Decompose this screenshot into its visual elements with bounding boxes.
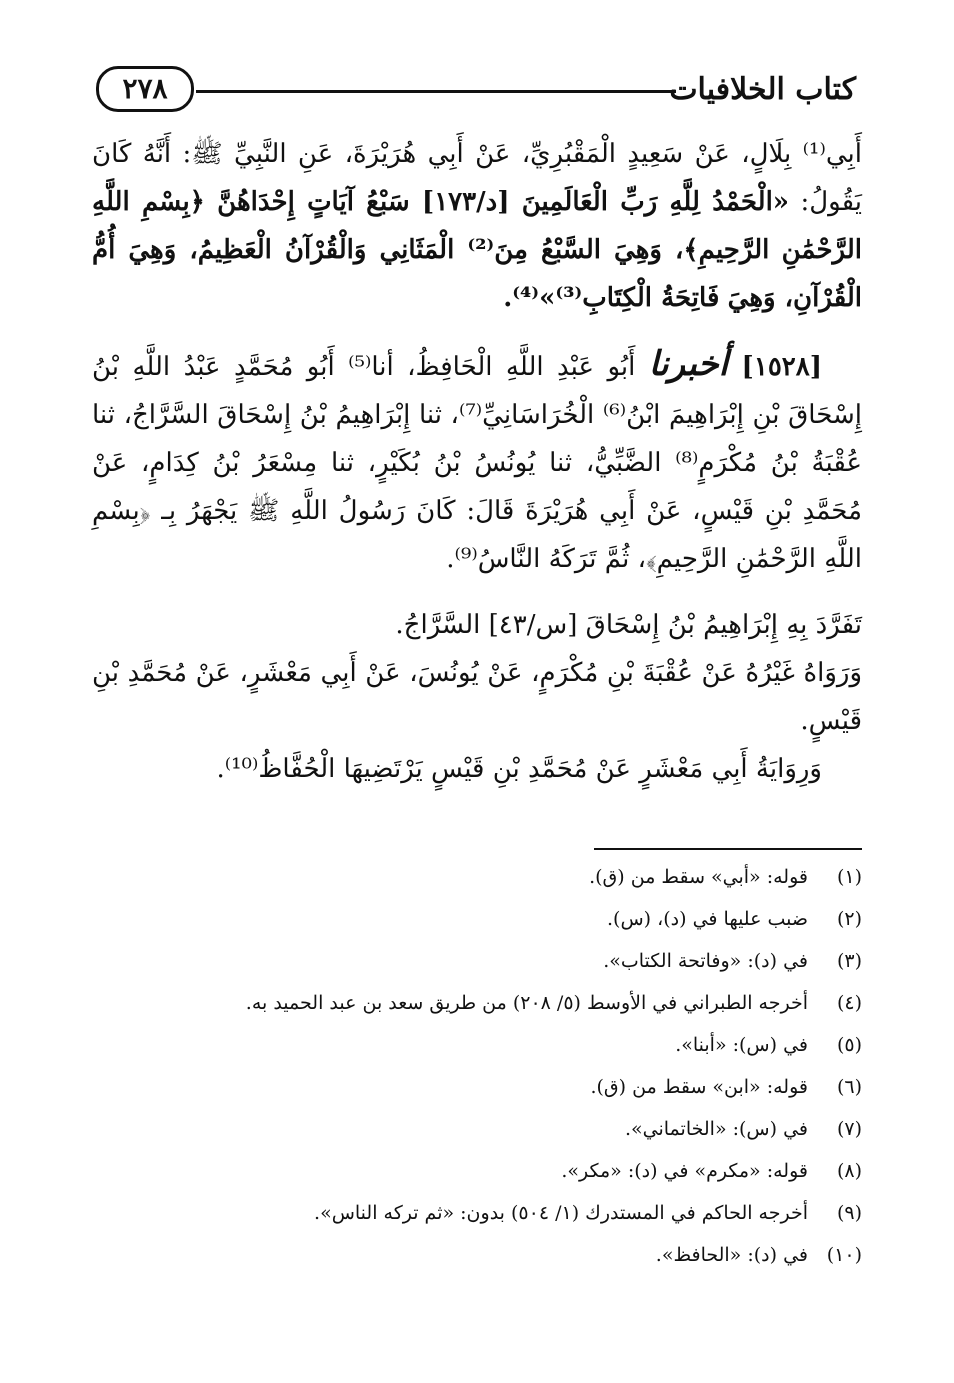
page-number: ٢٧٨ — [96, 66, 194, 112]
paragraph-5: وَرِوَايَةُ أَبِي مَعْشَرٍ عَنْ مُحَمَّدِ بْنِ قَيْسٍ يَرْتَضِيهَا الْحُفَّاظُ⁽¹⁰⁾. — [216, 754, 822, 784]
footnote-number: (٩) — [836, 1202, 862, 1224]
footnote — [162, 1076, 862, 1118]
footnote-separator — [594, 848, 862, 850]
footnote-text: أخرجه الطبراني في الأوسط (٥/ ٢٠٨) من طريق سعد بن عبد الحميد به. — [245, 992, 808, 1014]
footnote-number: (٦) — [836, 1076, 862, 1098]
footnote — [162, 950, 862, 992]
footnote — [162, 866, 862, 908]
footnote-number: (٣) — [836, 950, 862, 972]
footnote-text: في (س): «أبنا». — [675, 1034, 808, 1056]
footnote — [162, 1034, 862, 1076]
hadith-lead-word: أخبرنا — [648, 344, 729, 384]
footnote-number: (٤) — [836, 992, 862, 1014]
footnote-text: في (س): «الخاتماني». — [624, 1118, 808, 1140]
footnote — [162, 1202, 862, 1244]
paragraph-2 — [92, 340, 862, 583]
paragraph-3: تَفَرَّدَ بِهِ إِبْرَاهِيمُ بْنُ إِسْحَاقَ [س/٤٣] السَّرَّاجُ. — [395, 610, 862, 640]
footnote-text: في (د): «وفاتحة الكتاب». — [603, 950, 808, 972]
p1-line-2: «الْحَمْدُ لِلَّهِ رَبِّ الْعَالَمِينَ [د/١٧٣] سَبْعُ آيَاتٍ إِحْدَاهُنَّ ﴿بِسْمِ اللَّهِ الرَّحْمَٰنِ — [92, 187, 863, 265]
header-rule — [196, 90, 676, 93]
footnote — [162, 908, 862, 950]
footnote-text: قوله: «ابن» سقط من (ق). — [590, 1076, 808, 1098]
p1-line-1: أَبِي⁽¹⁾ بِلَالٍ، عَنْ سَعِيدٍ الْمَقْبُرِيِّ، عَنْ أَبِي هُرَيْرَةَ، عَنِ النَّبِيِّ ﷺ: أَنَّهُ كَانَ يَقُولُ: — [92, 139, 863, 217]
footnote — [162, 992, 862, 1034]
hadith-text: أَبُو عَبْدِ اللَّهِ الْحَافِظُ، أنا⁽⁵⁾ أَبُو مُحَمَّدٍ عَبْدُ اللَّهِ بْنُ إِسْحَاقَ بْنِ إِبْرَاهِيمَ ابْنُ⁽⁶⁾ الْخُرَاسَانِيِّ⁽⁷⁾، ثنا إِبْرَاهِيمُ بْنُ إِسْحَاقَ السَّرَّاجُ، ثنا عُقْبَةُ بْنُ مُكْرَمٍ⁽⁸⁾ الضَّبِّيُّ، ثنا يُونُسُ بْنُ بُكَيْرٍ، ثنا مِسْعَرُ بْنُ كِدَامٍ، عَنْ مُحَمَّدِ بْنِ قَيْسٍ، عَنْ أَبِي هُرَيْرَةَ قَالَ: كَانَ رَسُولُ اللَّهِ ﷺ يَجْهَرُ بِـ ﴿بِسْمِ اللَّهِ الرَّحْمَٰنِ الرَّحِيمِ﴾، ثُمَّ تَرَكَهُ النَّاسُ⁽⁹⁾. — [92, 352, 863, 574]
footnote-text: قوله: «مكرم» في (د): «مكر». — [561, 1160, 808, 1182]
footnote-number: (٨) — [836, 1160, 862, 1182]
footnote-text: قوله: «أبي» سقط من (ق). — [589, 866, 808, 888]
footnote-text: ضبب عليها في (د)، (س). — [607, 908, 808, 930]
footnote-number: (١) — [836, 866, 862, 888]
footnote — [162, 1118, 862, 1160]
hadith-number: [١٥٢٨] — [741, 352, 823, 382]
book-title: كتاب الخلافيات — [669, 72, 856, 107]
footnote-number: (١٠) — [826, 1244, 862, 1266]
main-text — [92, 130, 862, 793]
paragraph-4: وَرَوَاهُ غَيْرُهُ عَنْ عُقْبَةَ بْنِ مُكْرَمٍ، عَنْ يُونُسَ، عَنْ أَبِي مَعْشَرٍ، عَنْ مُحَمَّدِ بْنِ قَيْسٍ. — [92, 658, 863, 736]
p1-line-4: فَاتِحَةُ الْكِتَابِ⁽³⁾»⁽⁴⁾. — [503, 283, 720, 313]
paragraph-1 — [92, 130, 862, 322]
footnote — [162, 1160, 862, 1202]
footnote-number: (٢) — [836, 908, 862, 930]
footnote-number: (٥) — [836, 1034, 862, 1056]
footnotes — [162, 866, 862, 1286]
footnote-text: أخرجه الحاكم في المستدرك (١/ ٥٠٤) بدون: «ثم تركه الناس». — [314, 1202, 808, 1224]
footnote — [162, 1244, 862, 1286]
footnote-text: في (د): «الحافظ». — [655, 1244, 808, 1266]
p1-line-3: الرَّحِيمِ﴾، وَهِيَ السَّبْعُ مِنَ⁽²⁾ الْمَثَانِي وَالْقُرْآنُ الْعَظِيمُ، وَهِيَ أُمُّ الْقُرْآنِ، وَهِيَ — [92, 235, 862, 313]
running-header — [96, 66, 856, 112]
footnote-number: (٧) — [836, 1118, 862, 1140]
